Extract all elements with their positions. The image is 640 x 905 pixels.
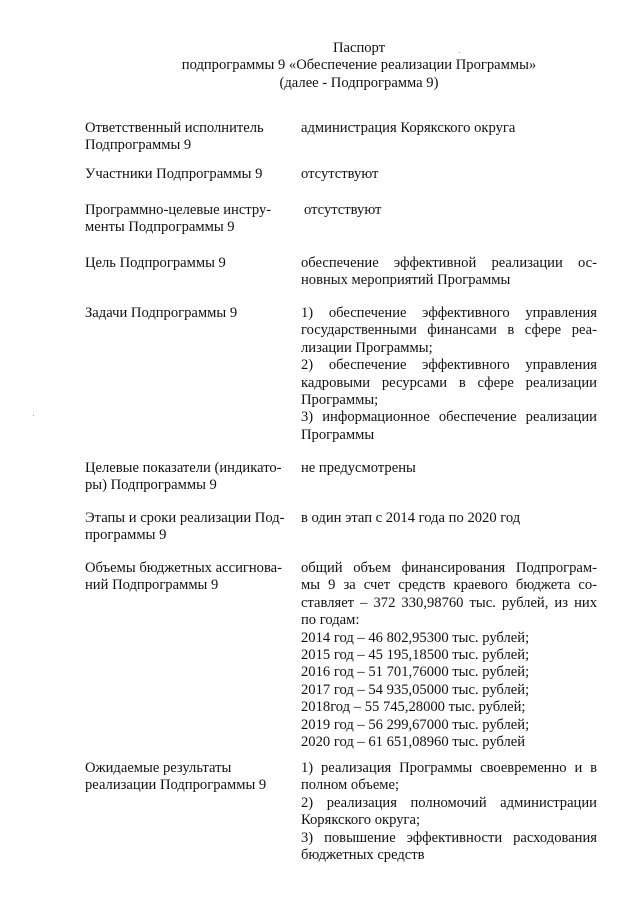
header-subtitle: подпрограммы 9 «Обеспечение реализации Программы» — [181, 57, 537, 74]
value-line: не предусмотрены — [301, 460, 416, 476]
budget-year-line: 2014 год – 46 802,95300 тыс. рублей; — [301, 629, 530, 646]
row-label — [85, 120, 285, 155]
passport-header — [0, 40, 640, 92]
label-line: Подпрограммы 9 — [85, 137, 192, 154]
row-value — [301, 560, 597, 751]
label-line: программы 9 — [85, 527, 167, 544]
row-label — [85, 460, 285, 495]
value-line: государственными финансами в сфере реа- — [301, 322, 597, 339]
header-title: Паспорт — [332, 40, 386, 56]
budget-year-line: 2015 год – 45 195,18500 тыс. рублей; — [301, 647, 530, 664]
row-value — [301, 255, 597, 290]
budget-year-line: 2016 год – 51 701,76000 тыс. рублей; — [301, 664, 530, 681]
label-line: Этапы и сроки реализации Под- — [85, 510, 285, 526]
value-line: отсутствуют — [304, 202, 382, 218]
label-line: Целевые показатели (индикато- — [85, 460, 282, 476]
row-value — [301, 460, 597, 477]
budget-year-line: 2020 год – 61 651,08960 тыс. рублей — [301, 734, 526, 751]
label-line: Ответственный исполнитель — [85, 120, 264, 136]
row-value — [304, 202, 600, 219]
value-line: по годам: — [301, 612, 360, 629]
value-line: бюджетных средств — [301, 847, 425, 864]
budget-year-line: 2017 год – 54 935,05000 тыс. рублей; — [301, 681, 530, 698]
budget-year-line: 2018год – 55 745,28000 тыс. рублей; — [301, 699, 526, 716]
value-line: 2) обеспечение эффективного управления — [301, 357, 597, 374]
row-label — [85, 166, 285, 183]
row-label — [85, 305, 285, 322]
scan-speck — [459, 52, 460, 53]
value-line: полном объеме; — [301, 777, 400, 794]
value-line: кадровыми ресурсами в сфере реализации — [301, 374, 597, 391]
label-line: Цель Подпрограммы 9 — [85, 255, 226, 271]
scan-speck — [33, 415, 34, 416]
row-label — [85, 510, 285, 545]
label-line: менты Подпрограммы 9 — [85, 219, 235, 236]
value-line: Программы — [301, 426, 375, 443]
value-line: Программы; — [301, 392, 379, 409]
label-line: ры) Подпрограммы 9 — [85, 477, 217, 494]
row-label — [85, 202, 285, 237]
header-note: (далее - Подпрограмма 9) — [279, 74, 439, 91]
row-label — [85, 255, 285, 272]
row-value — [301, 120, 597, 137]
value-line: в один этап с 2014 года по 2020 год — [301, 510, 521, 526]
value-line: 1) реализация Программы своевременно и в — [301, 760, 597, 776]
budget-year-line: 2019 год – 56 299,67000 тыс. рублей; — [301, 716, 530, 733]
label-line: Задачи Подпрограммы 9 — [85, 305, 238, 321]
row-label — [85, 560, 285, 595]
row-label — [85, 760, 285, 795]
value-line: 3) повышение эффективности расходования — [301, 829, 597, 846]
label-line: Участники Подпрограммы 9 — [85, 166, 263, 182]
label-line: Ожидаемые результаты — [85, 760, 232, 776]
row-value — [301, 305, 597, 444]
value-line: обеспечение эффективной реализации ос- — [301, 255, 597, 271]
value-line: 1) обеспечение эффективного управления — [301, 305, 597, 321]
value-line: ставляет – 372 330,98760 тыс. рублей, из них — [301, 594, 597, 611]
label-line: реализации Подпрограммы 9 — [85, 777, 267, 794]
row-value — [301, 510, 597, 527]
value-line: лизации Программы; — [301, 339, 433, 356]
value-line: 2) реализация полномочий администрации — [301, 794, 597, 811]
value-line: отсутствуют — [301, 166, 379, 182]
value-line: администрация Корякского округа — [301, 120, 516, 136]
value-line: мы 9 за счет средств краевого бюджета со- — [301, 577, 597, 594]
label-line: Программно-целевые инстру- — [85, 202, 272, 218]
value-line: общий объем финансирования Подпрограм- — [301, 560, 597, 576]
row-value — [301, 166, 597, 183]
value-line: Корякского округа; — [301, 812, 421, 829]
value-line: 3) информационное обеспечение реализации — [301, 409, 597, 426]
label-line: Объемы бюджетных ассигнова- — [85, 560, 283, 576]
row-value — [301, 760, 597, 864]
label-line: ний Подпрограммы 9 — [85, 577, 219, 594]
value-line: новных мероприятий Программы — [301, 272, 511, 289]
